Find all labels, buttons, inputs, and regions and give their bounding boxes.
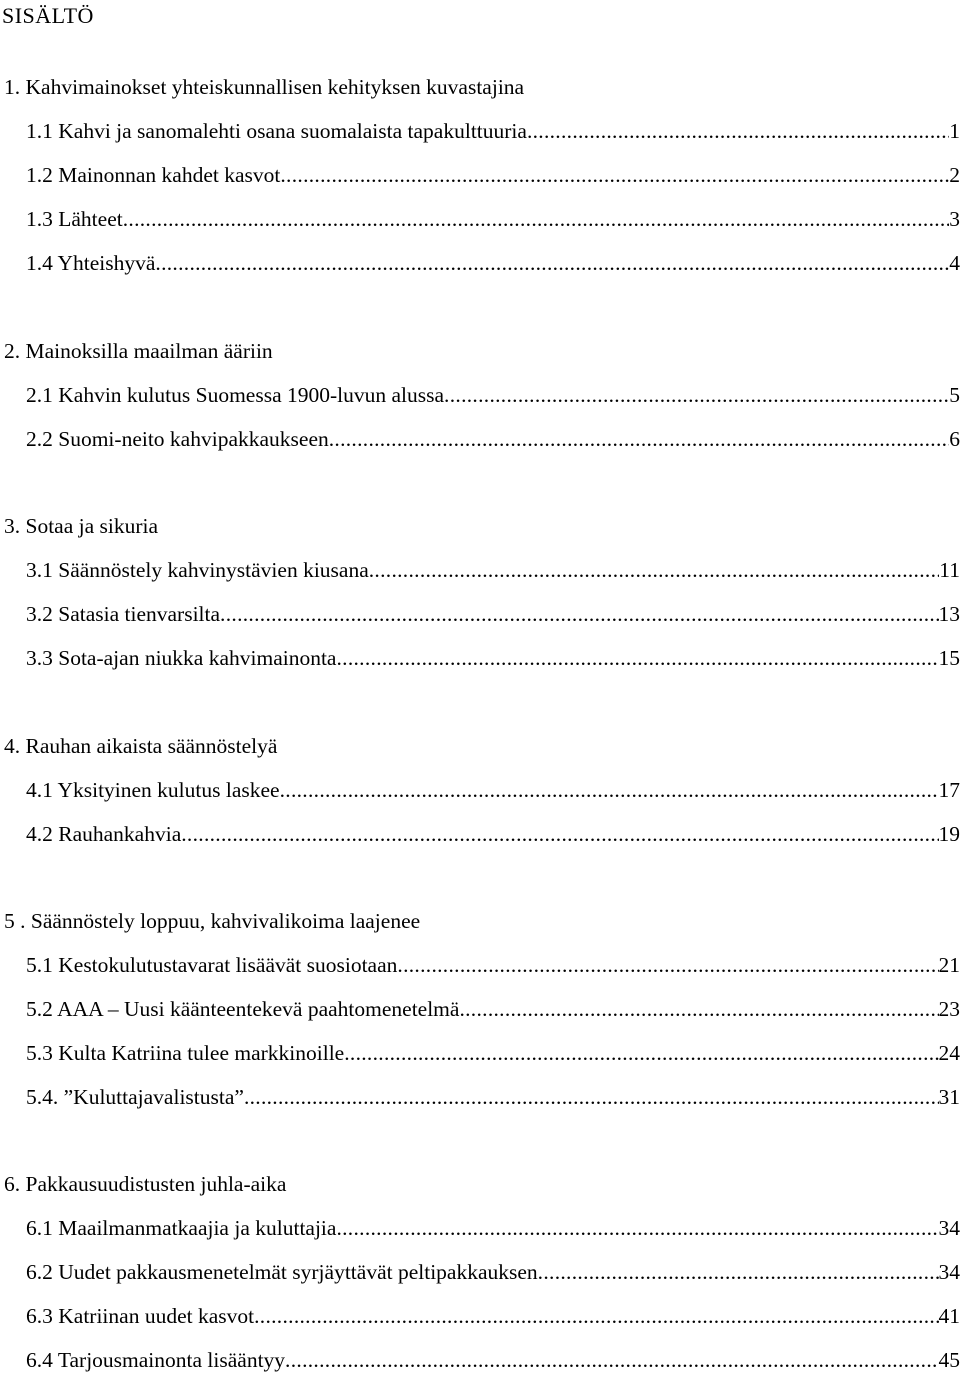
toc-entry[interactable]: [26, 204, 960, 234]
toc-entry[interactable]: [26, 950, 960, 980]
toc-entry-label: 6.1 Maailmanmatkaajia ja kuluttajia: [26, 1216, 337, 1240]
toc-entry-page: 4: [949, 251, 960, 275]
chapter-heading-5: 5 . Säännöstely loppuu, kahvivalikoima laajenee: [4, 909, 421, 933]
toc-entry-label: 2.2 Suomi-neito kahvipakkaukseen: [26, 427, 329, 451]
toc-entry-label: 5.1 Kestokulutustavarat lisäävät suosiotaan: [26, 953, 398, 977]
toc-entry-label: 3.3 Sota-ajan niukka kahvimainonta: [26, 646, 337, 670]
dot-leader: [344, 1038, 938, 1068]
toc-entry-page: 31: [938, 1085, 960, 1109]
dot-leader: [244, 1082, 939, 1112]
toc-entry[interactable]: [26, 775, 960, 805]
chapter-heading-3: 3. Sotaa ja sikuria: [4, 514, 159, 538]
dot-leader: [254, 1301, 938, 1331]
toc-entry-page: 6: [949, 427, 960, 451]
toc-entry[interactable]: [26, 1301, 960, 1331]
chapter-heading-6: 6. Pakkausuudistusten juhla-aika: [4, 1172, 287, 1196]
dot-leader: [538, 1257, 939, 1287]
page-title: SISÄLTÖ: [2, 3, 94, 28]
toc-entry[interactable]: [26, 599, 960, 629]
toc-entry-page: 24: [938, 1041, 960, 1065]
toc-entry-page: 11: [939, 558, 960, 582]
toc-entry-page: 34: [938, 1216, 960, 1240]
toc-entry[interactable]: [26, 424, 960, 454]
dot-leader: [329, 424, 950, 454]
toc-entry-label: 1.4 Yhteishyvä: [26, 251, 156, 275]
toc-entry-label: 4.2 Rauhankahvia: [26, 822, 182, 846]
dot-leader: [336, 1213, 938, 1243]
toc-entry-label: 3.1 Säännöstely kahvinystävien kiusana: [26, 558, 369, 582]
toc-entry-page: 17: [938, 778, 960, 802]
toc-entry[interactable]: [26, 643, 960, 673]
dot-leader: [155, 248, 949, 278]
toc-entry-label: 1.3 Lähteet: [26, 207, 123, 231]
toc-entry[interactable]: [26, 1345, 960, 1375]
toc-entry-label: 6.3 Katriinan uudet kasvot: [26, 1304, 255, 1328]
chapter-heading-4: 4. Rauhan aikaista säännöstelyä: [4, 734, 278, 758]
chapter-heading-1: 1. Kahvimainokset yhteiskunnallisen kehityksen kuvastajina: [4, 75, 525, 99]
toc-entry-label: 3.2 Satasia tienvarsilta: [26, 602, 221, 626]
toc-entry-label: 1.2 Mainonnan kahdet kasvot: [26, 163, 281, 187]
dot-leader: [123, 204, 950, 234]
dot-leader: [280, 160, 949, 190]
toc-entry-page: 23: [938, 997, 960, 1021]
toc-entry-page: 1: [949, 119, 960, 143]
toc-entry-label: 5.2 AAA – Uusi käänteentekevä paahtomenetelmä: [26, 997, 460, 1021]
dot-leader: [397, 950, 938, 980]
toc-entry-page: 41: [938, 1304, 960, 1328]
toc-entry-label: 1.1 Kahvi ja sanomalehti osana suomalaista tapakulttuuria: [26, 119, 527, 143]
toc-entry-page: 19: [938, 822, 960, 846]
toc-entry[interactable]: [26, 116, 960, 146]
dot-leader: [220, 599, 938, 629]
toc-entry[interactable]: [26, 380, 960, 410]
dot-leader: [527, 116, 949, 146]
toc-entry-label: 4.1 Yksityinen kulutus laskee: [26, 778, 280, 802]
dot-leader: [459, 994, 938, 1024]
dot-leader: [369, 555, 940, 585]
toc-entry[interactable]: [26, 819, 960, 849]
toc-entry[interactable]: [26, 1257, 960, 1287]
dot-leader: [444, 380, 949, 410]
toc-entry[interactable]: [26, 994, 960, 1024]
toc-entry-label: 6.2 Uudet pakkausmenetelmät syrjäyttävät peltipakkauksen: [26, 1260, 538, 1284]
dot-leader: [280, 775, 939, 805]
toc-entry[interactable]: [26, 555, 960, 585]
toc-entry-label: 2.1 Kahvin kulutus Suomessa 1900-luvun alussa: [26, 383, 445, 407]
toc-entry[interactable]: [26, 248, 960, 278]
toc-entry-label: 5.4. ”Kuluttajavalistusta”: [26, 1085, 244, 1109]
toc-entry[interactable]: [26, 1213, 960, 1243]
toc-entry-page: 5: [949, 383, 960, 407]
toc-entry-page: 2: [949, 163, 960, 187]
toc-entry-page: 13: [938, 602, 960, 626]
toc-entry-page: 45: [938, 1348, 960, 1372]
toc-entry-label: 5.3 Kulta Katriina tulee markkinoille: [26, 1041, 345, 1065]
toc-entry[interactable]: [26, 1082, 960, 1112]
toc-entry-page: 21: [938, 953, 960, 977]
toc-entry[interactable]: [26, 160, 960, 190]
toc-entry-page: 15: [938, 646, 960, 670]
chapter-heading-2: 2. Mainoksilla maailman ääriin: [4, 339, 273, 363]
dot-leader: [285, 1345, 938, 1375]
dot-leader: [181, 819, 938, 849]
toc-entry-page: 3: [949, 207, 960, 231]
toc-entry-page: 34: [938, 1260, 960, 1284]
toc-entry[interactable]: [26, 1038, 960, 1068]
toc-entry-label: 6.4 Tarjousmainonta lisääntyy: [26, 1348, 286, 1372]
dot-leader: [336, 643, 938, 673]
